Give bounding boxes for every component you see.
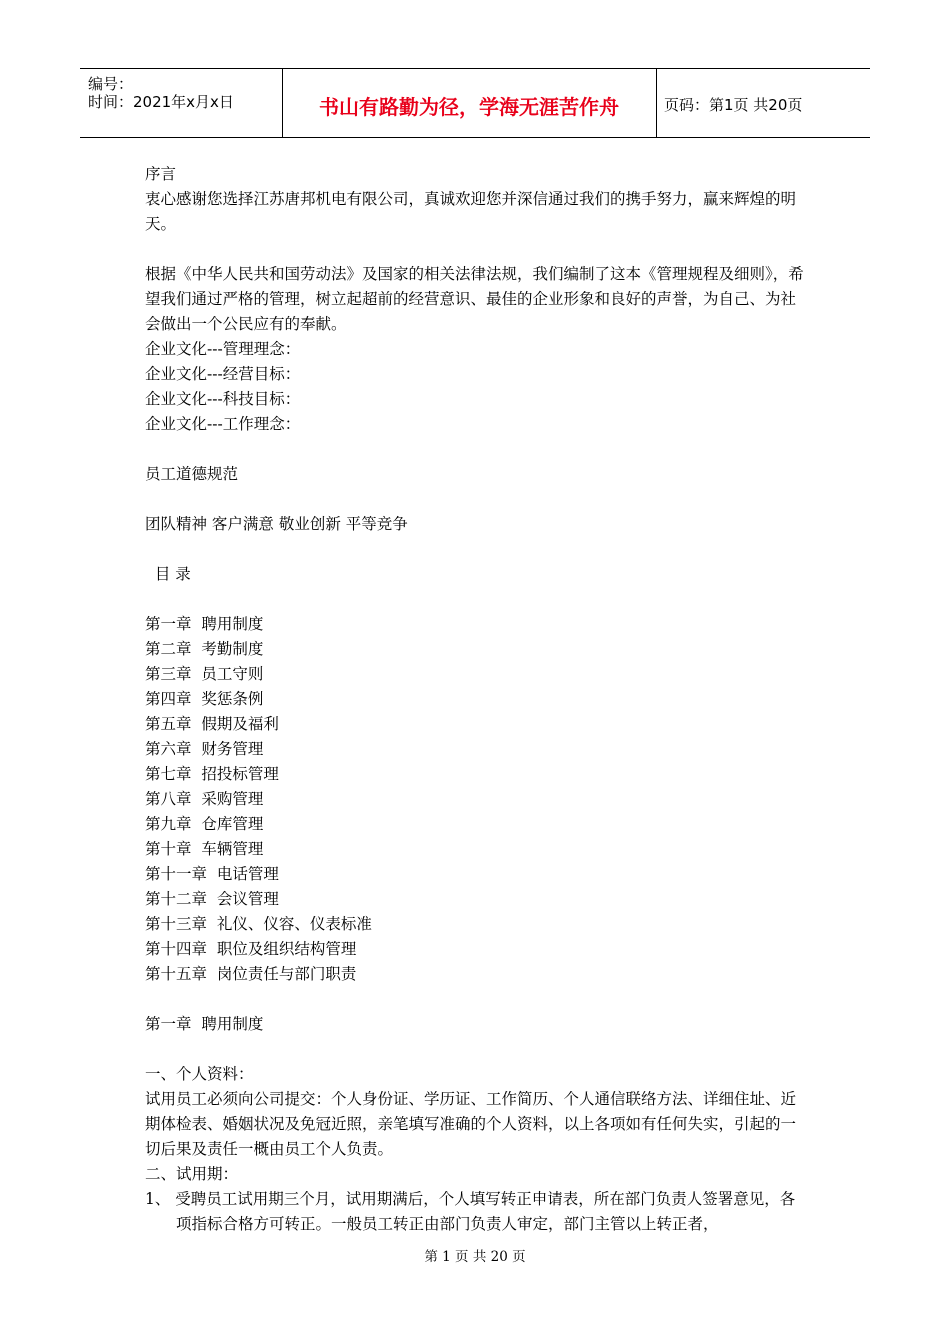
culture-line: 企业文化---经营目标： (145, 365, 301, 383)
section-heading: 二、试用期： (145, 1165, 239, 1183)
toc-item: 第十一章 电话管理 (145, 865, 279, 883)
document-body (145, 162, 810, 1237)
blank-line (145, 437, 810, 462)
ethics-values: 团队精神 客户满意 敬业创新 平等竞争 (145, 515, 408, 533)
header-page-label: 页码：第1页 共20页 (664, 96, 803, 114)
preface-heading: 序言 (145, 165, 177, 183)
toc-item: 第二章 考勤制度 (145, 640, 264, 658)
toc-item: 第四章 奖惩条例 (145, 690, 264, 708)
preface-paragraph: 衷心感谢您选择江苏唐邦机电有限公司，真诚欢迎您并深信通过我们的携手努力，赢来辉煌的明天。 (145, 190, 797, 233)
toc-item: 第五章 假期及福利 (145, 715, 279, 733)
section-heading: 一、个人资料： (145, 1065, 254, 1083)
culture-line: 企业文化---科技目标： (145, 390, 301, 408)
header-meta-cell (80, 69, 283, 137)
chapter-heading: 第一章 聘用制度 (145, 1015, 264, 1033)
toc-item: 第三章 员工守则 (145, 665, 264, 683)
page-footer: 第 1 页 共 20 页 (424, 1249, 526, 1265)
ethics-heading: 员工道德规范 (145, 465, 239, 483)
document-number-label: 编号： (88, 75, 134, 93)
document-time-label: 时间：2021年x月x日 (88, 93, 234, 111)
blank-line (145, 1037, 810, 1062)
numbered-paragraph: 1、 受聘员工试用期三个月，试用期满后，个人填写转正申请表，所在部门负责人签署意见，各项指标合格方可转正。一般员工转正由部门负责人审定，部门主管以上转正者， (145, 1190, 796, 1233)
toc-item: 第九章 仓库管理 (145, 815, 264, 833)
toc-item: 第十五章 岗位责任与部门职责 (145, 965, 357, 983)
toc-item: 第十四章 职位及组织结构管理 (145, 940, 357, 958)
culture-line: 企业文化---工作理念： (145, 415, 301, 433)
document-header (80, 68, 870, 138)
toc-item: 第八章 采购管理 (145, 790, 264, 808)
header-motto-cell (282, 69, 657, 137)
blank-line (145, 587, 810, 612)
header-motto: 书山有路勤为径，学海无涯苦作舟 (319, 95, 619, 119)
toc-item: 第七章 招投标管理 (145, 765, 279, 783)
blank-line (145, 987, 810, 1012)
header-page-cell (656, 69, 870, 137)
blank-line (145, 237, 810, 262)
preface-paragraph: 根据《中华人民共和国劳动法》及国家的相关法律法规，我们编制了这本《管理规程及细则》，希望我们通过严格的管理，树立起超前的经营意识、最佳的企业形象和良好的声誉，为自己、为社会做出一个公民应有的奉献。 (145, 265, 804, 333)
culture-line: 企业文化---管理理念： (145, 340, 301, 358)
toc-item: 第十二章 会议管理 (145, 890, 279, 908)
toc-item: 第一章 聘用制度 (145, 615, 264, 633)
blank-line (145, 487, 810, 512)
section-paragraph: 试用员工必须向公司提交：个人身份证、学历证、工作简历、个人通信联络方法、详细住址、近期体检表、婚姻状况及免冠近照，亲笔填写准确的个人资料，以上各项如有任何失实，引起的一切后果及责任一概由员工个人负责。 (145, 1090, 797, 1158)
toc-item: 第十三章 礼仪、仪容、仪表标准 (145, 915, 372, 933)
blank-line (145, 537, 810, 562)
toc-item: 第六章 财务管理 (145, 740, 264, 758)
toc-heading: 目 录 (145, 565, 191, 583)
toc-item: 第十章 车辆管理 (145, 840, 264, 858)
